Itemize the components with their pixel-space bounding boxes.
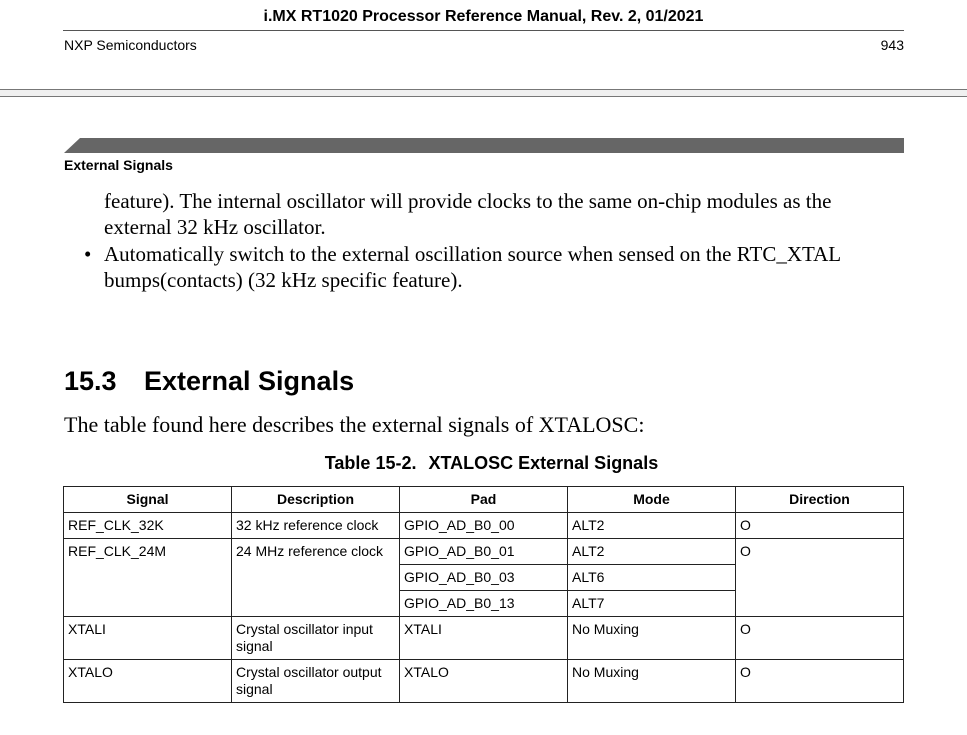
cell-direction: O	[736, 617, 904, 660]
cell-signal: REF_CLK_24M	[64, 539, 232, 617]
cell-direction: O	[736, 539, 904, 617]
column-header-pad: Pad	[400, 487, 568, 513]
cell-signal: REF_CLK_32K	[64, 513, 232, 539]
cell-pad: GPIO_AD_B0_03	[400, 565, 568, 591]
cell-description: Crystal oscillator input signal	[232, 617, 400, 660]
cell-pad: XTALO	[400, 660, 568, 703]
table-caption	[64, 453, 919, 474]
table-row	[64, 539, 904, 565]
document-title: i.MX RT1020 Processor Reference Manual, Rev. 2, 01/2021	[263, 8, 704, 25]
signals-table	[63, 486, 904, 703]
column-header-description: Description	[232, 487, 400, 513]
section-number: 15.3	[64, 366, 117, 396]
section-heading	[64, 366, 354, 397]
bullet-icon: •	[84, 242, 92, 266]
cell-description: 24 MHz reference clock	[232, 539, 400, 617]
continued-paragraph: feature). The internal oscillator will provide clocks to the same on-chip modules as the external 32 kHz oscillator.	[104, 189, 832, 239]
page-number: 943	[880, 37, 904, 53]
table-caption-title: XTALOSC External Signals	[428, 453, 659, 473]
table-row	[64, 660, 904, 703]
section-intro: The table found here describes the external signals of XTALOSC:	[64, 412, 645, 437]
column-header-mode: Mode	[568, 487, 736, 513]
table-header-row	[64, 487, 904, 513]
cell-direction: O	[736, 513, 904, 539]
table-row	[64, 617, 904, 660]
running-head: External Signals	[64, 157, 173, 173]
section-bar-decoration	[64, 138, 904, 153]
cell-description: 32 kHz reference clock	[232, 513, 400, 539]
cell-signal: XTALI	[64, 617, 232, 660]
page-separator	[0, 89, 967, 97]
cell-mode: ALT7	[568, 591, 736, 617]
bullet-item: Automatically switch to the external oscillation source when sensed on the RTC_XTAL bumps(contacts) (32 kHz specific feature).	[104, 242, 841, 292]
column-header-signal: Signal	[64, 487, 232, 513]
cell-mode: No Muxing	[568, 660, 736, 703]
cell-direction: O	[736, 660, 904, 703]
cell-description: Crystal oscillator output signal	[232, 660, 400, 703]
header-rule	[63, 30, 904, 31]
cell-pad: GPIO_AD_B0_13	[400, 591, 568, 617]
cell-mode: ALT6	[568, 565, 736, 591]
cell-mode: No Muxing	[568, 617, 736, 660]
cell-mode: ALT2	[568, 539, 736, 565]
table-row	[64, 513, 904, 539]
publisher-label: NXP Semiconductors	[64, 37, 197, 53]
section-title: External Signals	[144, 366, 355, 396]
cell-pad: XTALI	[400, 617, 568, 660]
cell-pad: GPIO_AD_B0_01	[400, 539, 568, 565]
cell-mode: ALT2	[568, 513, 736, 539]
cell-pad: GPIO_AD_B0_00	[400, 513, 568, 539]
table-caption-number: Table 15-2.	[324, 453, 417, 473]
cell-signal: XTALO	[64, 660, 232, 703]
column-header-direction: Direction	[736, 487, 904, 513]
